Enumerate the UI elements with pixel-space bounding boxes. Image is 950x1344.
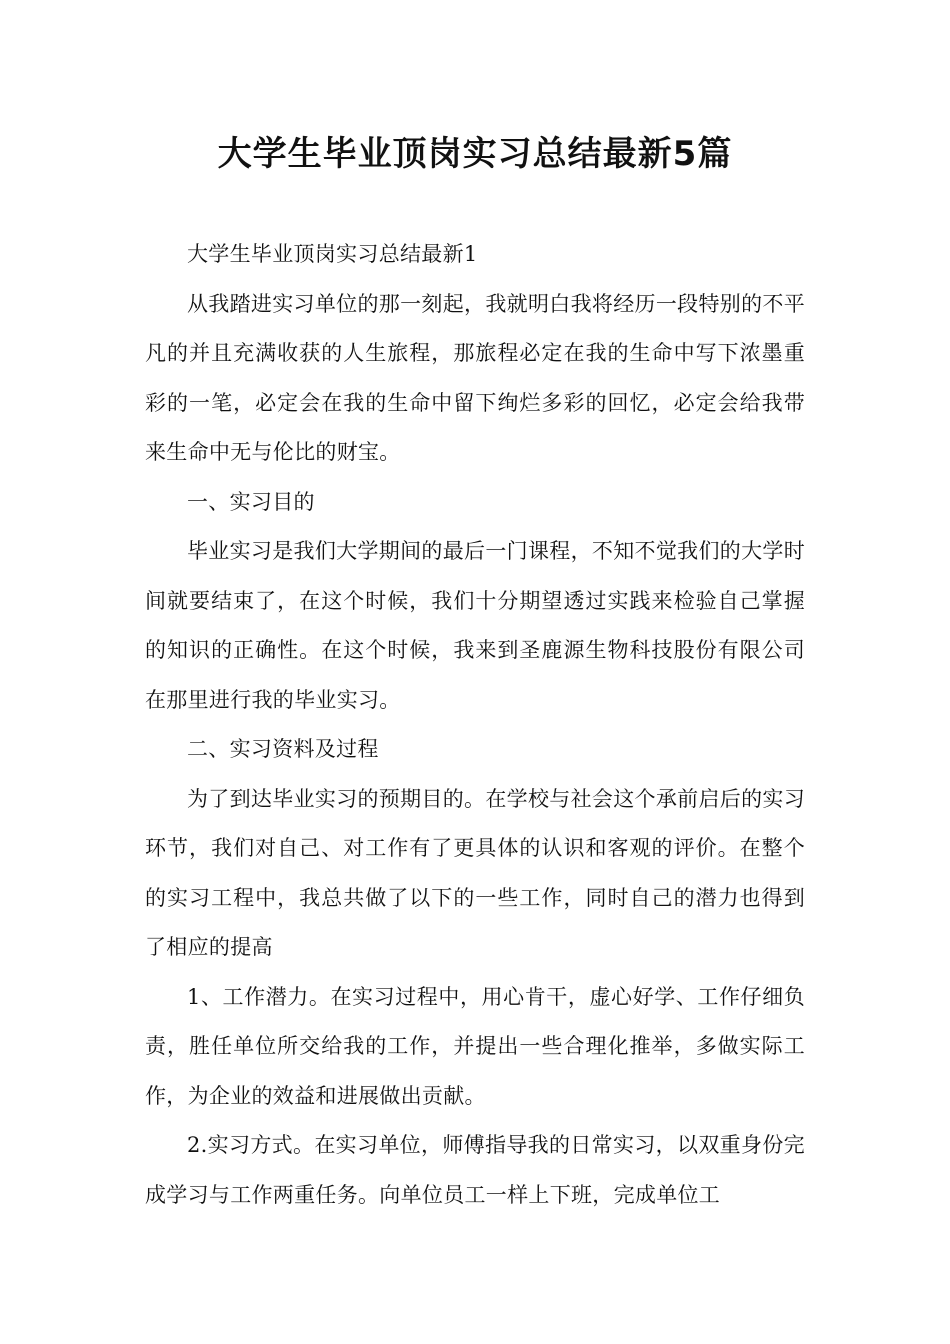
document-body (145, 230, 805, 1220)
body-paragraph: 毕业实习是我们大学期间的最后一门课程，不知不觉我们的大学时间就要结束了，在这个时候，我们十分期望透过实践来检验自己掌握的知识的正确性。在这个时候，我来到圣鹿源生物科技股份有限公司在那里进行我的毕业实习。 (145, 539, 805, 712)
list-item-work-ability: 1、工作潜力。在实习过程中，用心肯干，虚心好学、工作仔细负责，胜任单位所交给我的工作，并提出一些合理化推举，多做实际工作，为企业的效益和进展做出贡献。 (145, 984, 805, 1108)
body-paragraph: 从我踏进实习单位的那一刻起，我就明白我将经历一段特别的不平凡的并且充满收获的人生旅程，那旅程必定在我的生命中写下浓墨重彩的一笔，必定会在我的生命中留下绚烂多彩的回忆，必定会给我带来生命中无与伦比的财宝。 (145, 291, 805, 464)
section-heading-content-process: 二、实习资料及过程 (187, 737, 379, 761)
section-heading-summary-1: 大学生毕业顶岗实习总结最新1 (187, 242, 478, 266)
list-item-internship-method: 2.实习方式。在实习单位，师傅指导我的日常实习，以双重身份完成学习与工作两重任务。向单位员工一样上下班，完成单位工 (145, 1133, 805, 1207)
section-heading-purpose: 一、实习目的 (187, 489, 315, 514)
document-title: 大学生毕业顶岗实习总结最新5篇 (217, 134, 733, 174)
body-paragraph: 为了到达毕业实习的预期目的。在学校与社会这个承前启后的实习环节，我们对自己、对工作有了更具体的认识和客观的评价。在整个的实习工程中，我总共做了以下的一些工作，同时自己的潜力也得到了相应的提高 (145, 786, 805, 959)
